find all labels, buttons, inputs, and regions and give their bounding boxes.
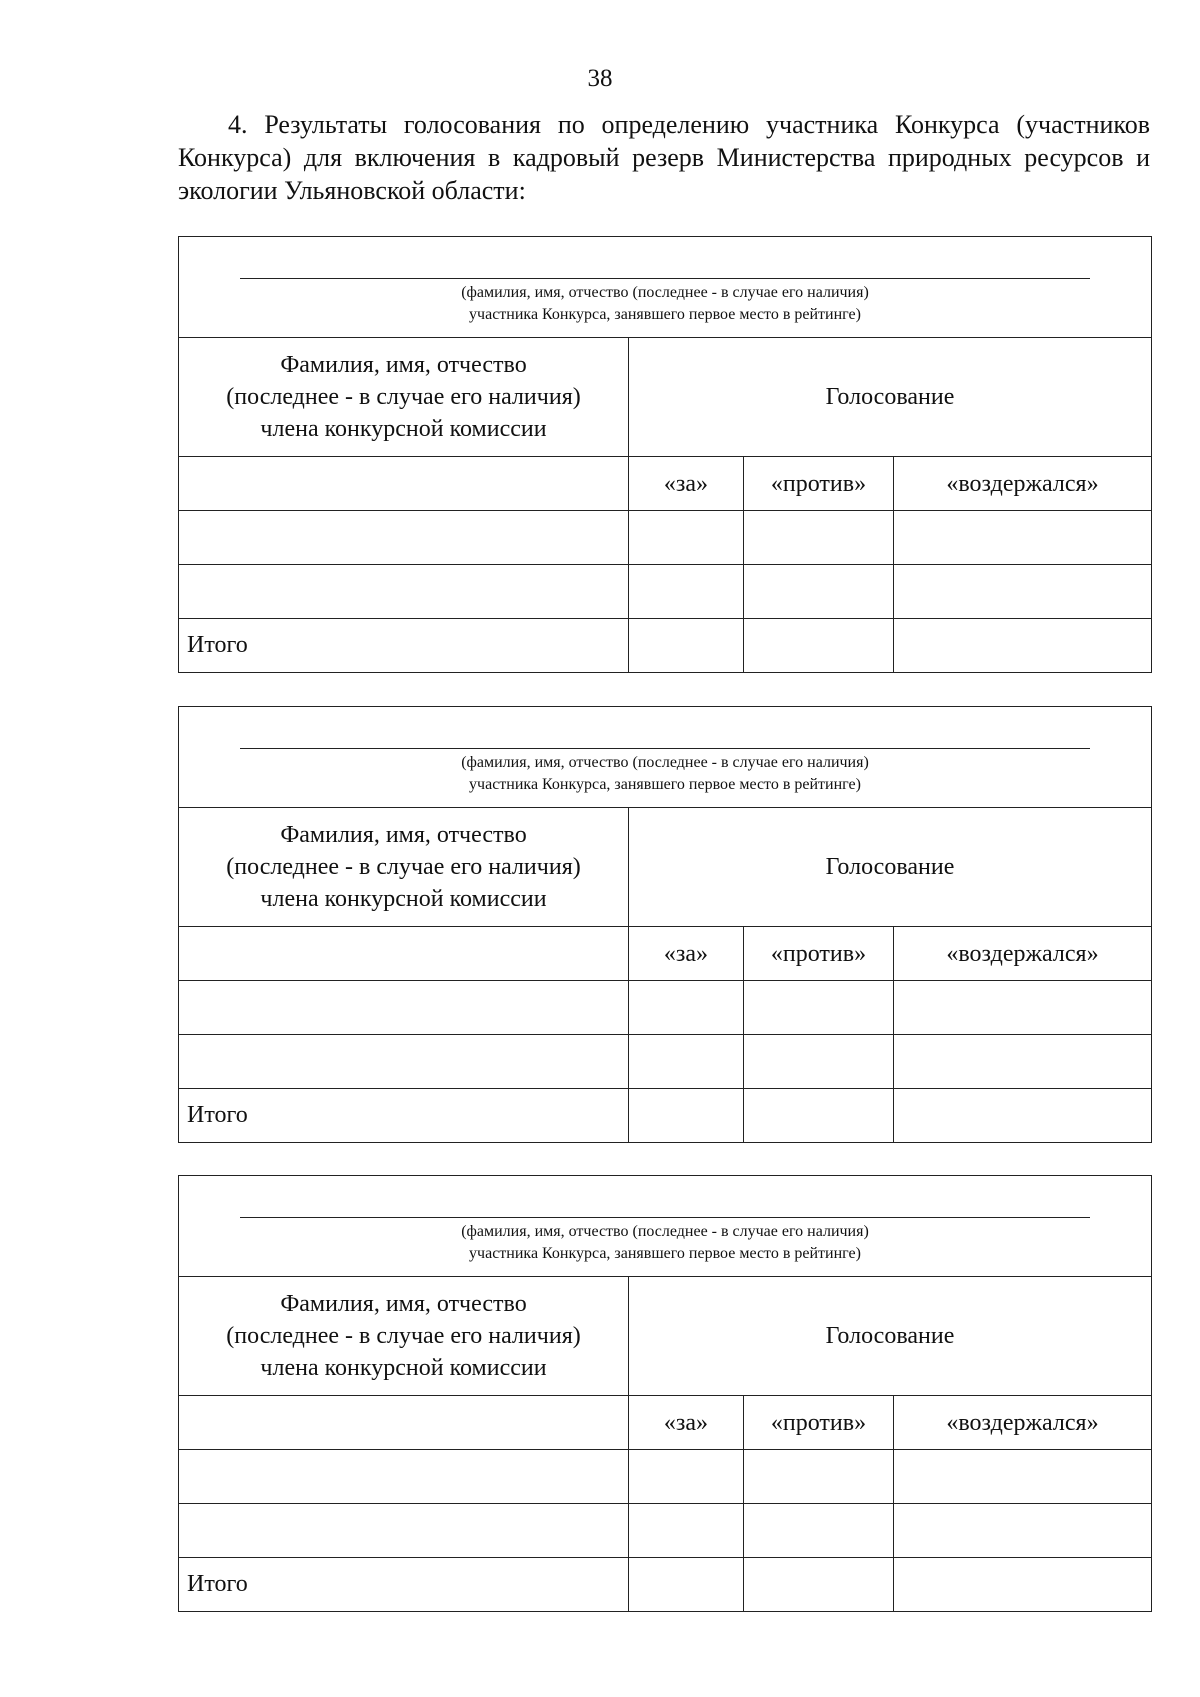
vote-against-header: «против» [744, 1396, 894, 1450]
total-abstained-cell[interactable] [894, 1558, 1152, 1612]
member-name-cell[interactable] [179, 1450, 629, 1504]
voting-header: Голосование [629, 1277, 1152, 1396]
vote-abstained-cell[interactable] [894, 1504, 1152, 1558]
vote-against-cell[interactable] [744, 1450, 894, 1504]
voting-results-table [178, 1175, 1152, 1612]
total-label: Итого [179, 619, 629, 673]
voting-results-table [178, 706, 1152, 1143]
table-row [179, 981, 1152, 1035]
vote-against-cell[interactable] [744, 565, 894, 619]
table-row [179, 511, 1152, 565]
candidate-name-blank-line[interactable] [240, 1217, 1090, 1218]
vote-for-header: «за» [629, 457, 744, 511]
total-for-cell[interactable] [629, 1089, 744, 1143]
vote-for-header: «за» [629, 1396, 744, 1450]
vote-abstained-cell[interactable] [894, 1450, 1152, 1504]
vote-for-cell[interactable] [629, 981, 744, 1035]
table-row [179, 1450, 1152, 1504]
member-name-cell[interactable] [179, 457, 629, 511]
total-against-cell[interactable] [744, 1558, 894, 1612]
vote-against-cell[interactable] [744, 981, 894, 1035]
candidate-name-caption: (фамилия, имя, отчество (последнее - в случае его наличия) участника Конкурса, занявшего первое место в рейтинге) [461, 1223, 869, 1262]
total-against-cell[interactable] [744, 619, 894, 673]
member-name-header: Фамилия, имя, отчество (последнее - в случае его наличия) члена конкурсной комиссии [179, 338, 629, 457]
member-name-cell[interactable] [179, 1035, 629, 1089]
member-name-cell[interactable] [179, 1396, 629, 1450]
table-row [179, 565, 1152, 619]
total-for-cell[interactable] [629, 1558, 744, 1612]
voting-header: Голосование [629, 338, 1152, 457]
total-row [179, 1089, 1152, 1143]
table-row [179, 1035, 1152, 1089]
vote-abstained-cell[interactable] [894, 1035, 1152, 1089]
vote-against-header: «против» [744, 927, 894, 981]
vote-for-cell[interactable] [629, 1504, 744, 1558]
member-name-cell[interactable] [179, 927, 629, 981]
total-abstained-cell[interactable] [894, 1089, 1152, 1143]
member-name-cell[interactable] [179, 511, 629, 565]
candidate-name-blank-line[interactable] [240, 748, 1090, 749]
section-intro-paragraph: 4. Результаты голосования по определению участника Конкурса (участников Конкурса) для включения в кадровый резерв Министерства природных ресурсов и экологии Ульяновской области: [178, 110, 1150, 205]
vote-for-cell[interactable] [629, 511, 744, 565]
voting-results-table [178, 236, 1152, 673]
table-row [179, 1504, 1152, 1558]
member-name-cell[interactable] [179, 565, 629, 619]
page-number: 38 [587, 65, 613, 92]
total-row [179, 619, 1152, 673]
vote-abstained-cell[interactable] [894, 981, 1152, 1035]
candidate-name-cell [179, 237, 1152, 338]
candidate-name-blank-line[interactable] [240, 278, 1090, 279]
vote-abstained-header: «воздержался» [894, 1396, 1152, 1450]
vote-against-cell[interactable] [744, 1035, 894, 1089]
vote-for-cell[interactable] [629, 1035, 744, 1089]
member-name-cell[interactable] [179, 1504, 629, 1558]
candidate-name-caption: (фамилия, имя, отчество (последнее - в случае его наличия) участника Конкурса, занявшего первое место в рейтинге) [461, 284, 869, 323]
member-name-header: Фамилия, имя, отчество (последнее - в случае его наличия) члена конкурсной комиссии [179, 808, 629, 927]
vote-against-cell[interactable] [744, 1504, 894, 1558]
candidate-name-caption: (фамилия, имя, отчество (последнее - в случае его наличия) участника Конкурса, занявшего первое место в рейтинге) [461, 754, 869, 793]
voting-header: Голосование [629, 808, 1152, 927]
total-abstained-cell[interactable] [894, 619, 1152, 673]
vote-abstained-header: «воздержался» [894, 457, 1152, 511]
vote-abstained-header: «воздержался» [894, 927, 1152, 981]
vote-against-header: «против» [744, 457, 894, 511]
candidate-name-cell [179, 707, 1152, 808]
vote-abstained-cell[interactable] [894, 511, 1152, 565]
total-row [179, 1558, 1152, 1612]
vote-abstained-cell[interactable] [894, 565, 1152, 619]
member-name-header: Фамилия, имя, отчество (последнее - в случае его наличия) члена конкурсной комиссии [179, 1277, 629, 1396]
vote-against-cell[interactable] [744, 511, 894, 565]
vote-for-cell[interactable] [629, 565, 744, 619]
vote-for-header: «за» [629, 927, 744, 981]
vote-for-cell[interactable] [629, 1450, 744, 1504]
total-for-cell[interactable] [629, 619, 744, 673]
member-name-cell[interactable] [179, 981, 629, 1035]
total-label: Итого [179, 1558, 629, 1612]
total-against-cell[interactable] [744, 1089, 894, 1143]
candidate-name-cell [179, 1176, 1152, 1277]
total-label: Итого [179, 1089, 629, 1143]
